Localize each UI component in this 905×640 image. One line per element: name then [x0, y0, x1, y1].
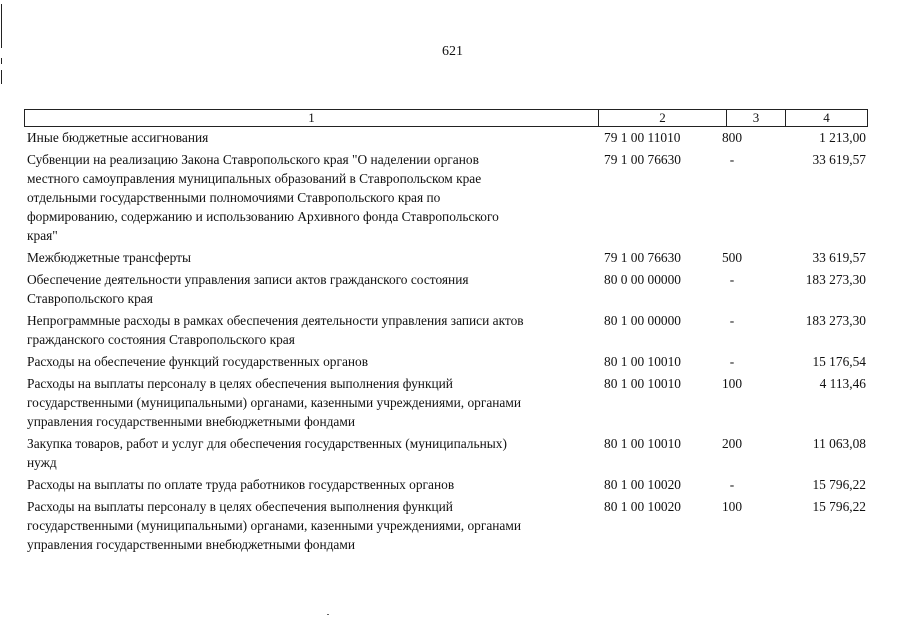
row-name — [27, 434, 592, 472]
row-name-line: государственными (муниципальными) органами, казенными учреждениями, органами — [27, 518, 522, 533]
row-name-line: Расходы на обеспечение функций государственных органов — [27, 354, 369, 369]
row-amount: 15 176,54 — [812, 354, 866, 369]
left-margin-line — [1, 4, 2, 48]
table-row — [24, 374, 868, 431]
row-type: 200 — [721, 436, 743, 451]
row-code: 80 0 00 00000 — [604, 272, 681, 287]
table-row — [24, 352, 868, 371]
row-type: 800 — [721, 130, 743, 145]
row-code: 80 1 00 10020 — [604, 499, 681, 514]
row-code: 80 1 00 10010 — [604, 436, 681, 451]
row-name — [27, 128, 592, 147]
row-type: - — [729, 272, 735, 287]
page-number: 621 — [442, 44, 463, 59]
table-row — [24, 434, 868, 472]
row-name-line: отдельными государственными полномочиями Ставропольского края по — [27, 190, 441, 205]
table-row — [24, 248, 868, 267]
row-name — [27, 475, 592, 494]
left-margin-tick — [1, 70, 2, 84]
row-type: - — [729, 152, 735, 167]
table-row — [24, 311, 868, 349]
row-code: 80 1 00 10020 — [604, 477, 681, 492]
row-amount: 1 213,00 — [819, 130, 866, 145]
header-col-3: 3 — [752, 110, 760, 125]
row-type: - — [729, 313, 735, 328]
row-amount: 4 113,46 — [819, 376, 866, 391]
row-name-line: Непрограммные расходы в рамках обеспечения деятельности управления записи актов — [27, 313, 524, 328]
table-row — [24, 270, 868, 308]
row-name-line: формированию, содержанию и использованию Архивного фонда Ставропольского — [27, 209, 499, 224]
row-code: 79 1 00 76630 — [604, 250, 681, 265]
row-amount: 15 796,22 — [812, 499, 866, 514]
table-row — [24, 497, 868, 554]
row-name-line: управления государственными внебюджетными фондами — [27, 414, 356, 429]
row-amount: 11 063,08 — [812, 436, 866, 451]
row-type: 100 — [721, 499, 743, 514]
row-code: 80 1 00 00000 — [604, 313, 681, 328]
row-name-line: нужд — [27, 455, 57, 470]
row-name-line: Расходы на выплаты персоналу в целях обеспечения выполнения функций — [27, 499, 453, 514]
table-header-row — [24, 109, 868, 127]
header-col-4: 4 — [823, 110, 830, 125]
row-type: - — [729, 354, 735, 369]
row-name-line: гражданского состояния Ставропольского края — [27, 332, 295, 347]
row-name-line: местного самоуправления муниципальных образований в Ставропольском крае — [27, 171, 482, 186]
row-name-line: государственными (муниципальными) органами, казенными учреждениями, органами — [27, 395, 522, 410]
row-name — [27, 374, 592, 431]
row-name — [27, 270, 592, 308]
table-row — [24, 475, 868, 494]
row-type: - — [729, 477, 735, 492]
row-type: 100 — [721, 376, 743, 391]
row-name-line: Ставропольского края — [27, 291, 153, 306]
row-code: 79 1 00 76630 — [604, 152, 681, 167]
row-name-line: Расходы на выплаты персоналу в целях обеспечения выполнения функций — [27, 376, 453, 391]
row-code: 80 1 00 10010 — [604, 354, 681, 369]
row-name-line: края" — [27, 228, 58, 243]
row-amount: 183 273,30 — [805, 272, 866, 287]
row-name-line: Расходы на выплаты по оплате труда работников государственных органов — [27, 477, 455, 492]
row-name — [27, 352, 592, 371]
row-name-line: Обеспечение деятельности управления записи актов гражданского состояния — [27, 272, 469, 287]
header-col-1: 1 — [308, 110, 315, 125]
row-name — [27, 497, 592, 554]
row-amount: 15 796,22 — [812, 477, 866, 492]
table-row — [24, 150, 868, 245]
row-name-line: Иные бюджетные ассигнования — [27, 130, 209, 145]
header-col-2: 2 — [659, 110, 666, 125]
row-name — [27, 150, 592, 245]
row-name-line: Закупка товаров, работ и услуг для обеспечения государственных (муниципальных) — [27, 436, 507, 451]
row-amount: 33 619,57 — [812, 250, 866, 265]
row-name — [27, 248, 592, 267]
scan-speck — [327, 614, 329, 615]
row-amount: 33 619,57 — [812, 152, 866, 167]
row-code: 80 1 00 10010 — [604, 376, 681, 391]
row-type: 500 — [721, 250, 743, 265]
row-name-line: Субвенции на реализацию Закона Ставропольского края "О наделении органов — [27, 152, 479, 167]
row-name — [27, 311, 592, 349]
row-amount: 183 273,30 — [805, 313, 866, 328]
row-name-line: управления государственными внебюджетными фондами — [27, 537, 356, 552]
row-name-line: Межбюджетные трансферты — [27, 250, 191, 265]
table-row — [24, 128, 868, 147]
row-code: 79 1 00 11010 — [604, 130, 681, 145]
